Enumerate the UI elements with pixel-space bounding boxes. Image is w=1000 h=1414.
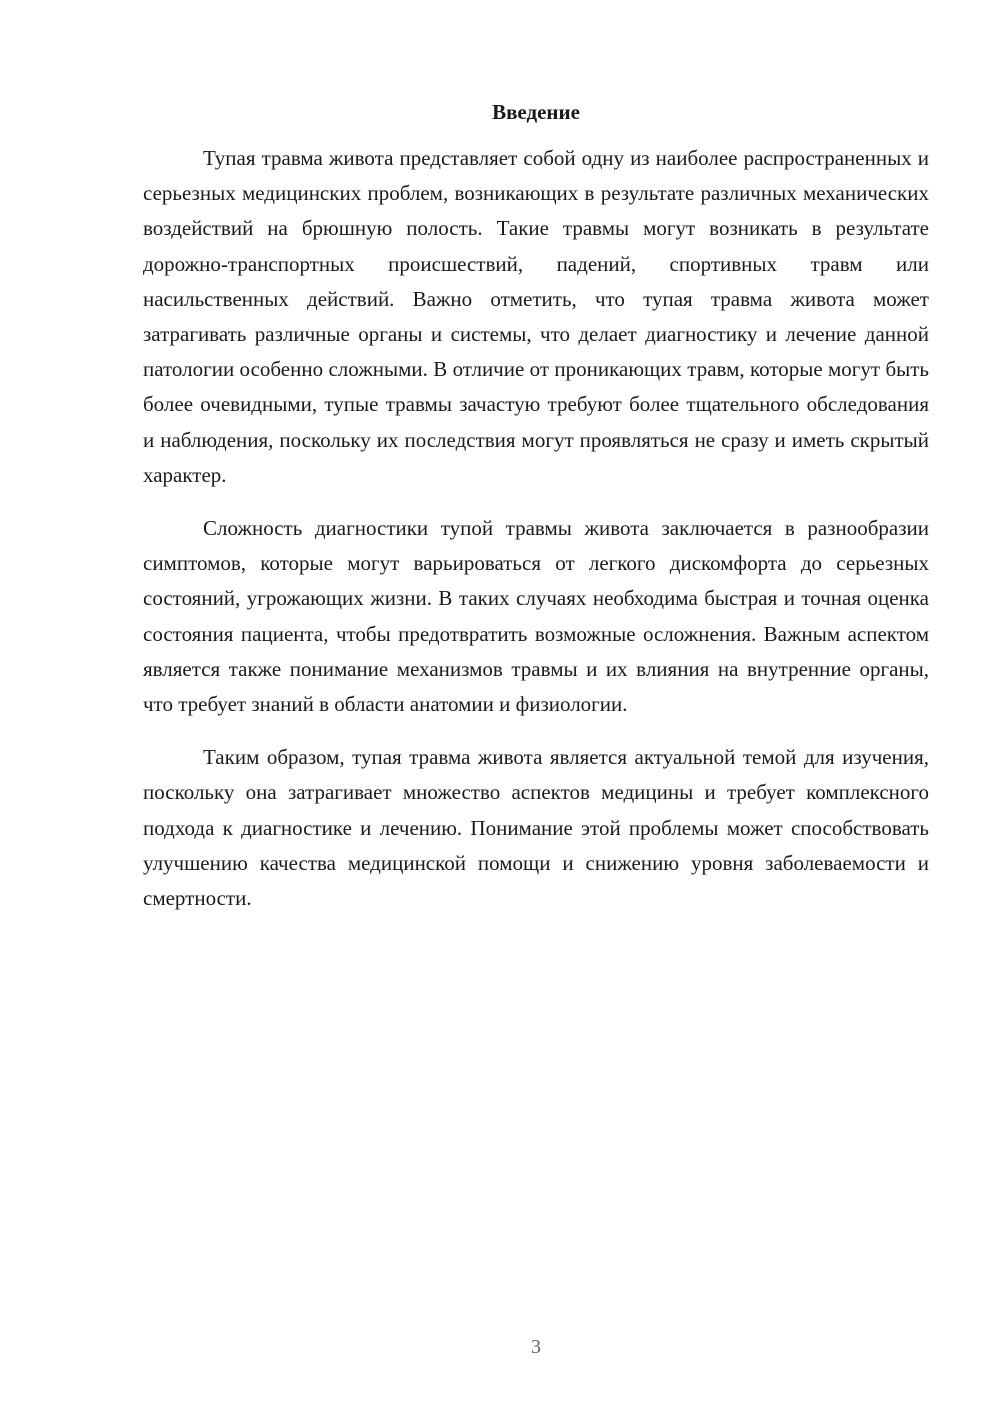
page-number: 3 (531, 1336, 541, 1358)
paragraph-2: Сложность диагностики тупой травмы живота заключается в разнообразии симптомов, которые могут варьироваться от легкого дискомфорта до серьезных состояний, угрожающих жизни. В таких случаях необходима быстрая и точная оценка состояния пациента, чтобы предотвратить возможные осложнения. Важным аспектом является также понимание механизмов травмы и их влияния на внутренние органы, что требует знаний в области анатомии и физиологии. (143, 516, 929, 717)
body-text (143, 141, 929, 934)
paragraph-3: Таким образом, тупая травма живота является актуальной темой для изучения, поскольку она затрагивает множество аспектов медицины и требует комплексного подхода к диагностике и лечению. Понимание этой проблемы может способствовать улучшению качества медицинской помощи и снижению уровня заболеваемости и смертности. (143, 745, 929, 911)
section-heading: Введение (492, 100, 580, 124)
paragraph-1: Тупая травма живота представляет собой одну из наиболее распространенных и серьезных медицинских проблем, возникающих в результате различных механических воздействий на брюшную полость. Такие травмы могут возникать в результате дорожно-транспортных происшествий, падений, спортивных травм или насильственных действий. Важно отметить, что тупая травма живота может затрагивать различные органы и системы, что делает диагностику и лечение данной патологии особенно сложными. В отличие от проникающих травм, которые могут быть более очевидными, тупые травмы зачастую требуют более тщательного обследования и наблюдения, поскольку их последствия могут проявляться не сразу и иметь скрытый характер. (143, 146, 929, 487)
